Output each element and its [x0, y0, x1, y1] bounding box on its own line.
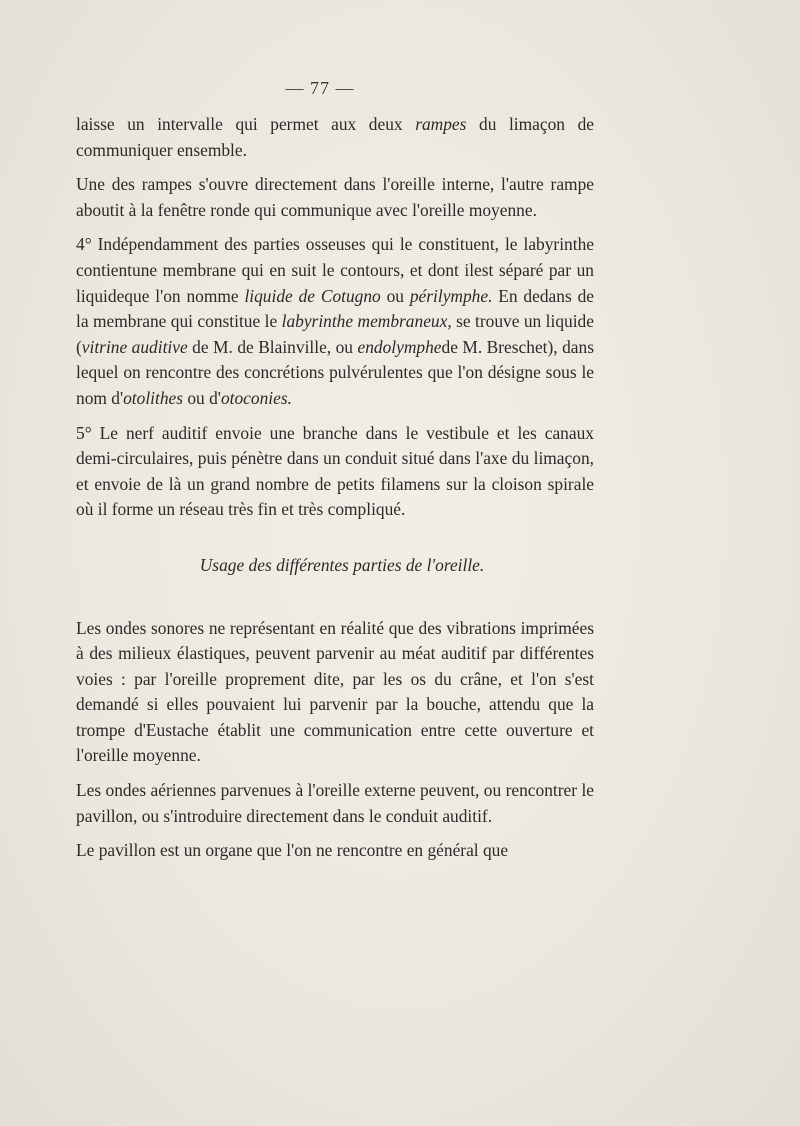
paragraph-3-italic-cotugno: liquide de Cotugno: [244, 285, 381, 306]
paragraph-3-text-a: 4° Indépendamment des parties osseuses qui le constituent, le labyrinthe contientune membrane qui en suit le contours, et dont ilest séparé par un liquideque l'on nomme: [76, 234, 594, 306]
paragraph-3-text-c: ou: [380, 285, 410, 306]
paragraph-3-text-g: se trouve un liquide (: [76, 311, 594, 357]
paragraph-3: [76, 232, 594, 411]
paragraph-3-italic-labyrinthe: labyrinthe membraneux,: [281, 311, 452, 332]
paragraph-3-italic-perilymphe: périlymphe.: [409, 285, 493, 306]
paragraph-1-text-a: laisse un intervalle qui permet aux deux: [76, 114, 416, 134]
paragraph-3-text-e: En dedans de la membrane qui constitue le: [76, 285, 594, 332]
page-body: [76, 112, 594, 873]
paragraph-6: Les ondes aériennes parvenues à l'oreille externe peuvent, ou rencontrer le pavillon, ou s'introduire directement dans le conduit auditif.: [76, 780, 594, 826]
paragraph-1: [76, 112, 594, 163]
paragraph-4: 5° Le nerf auditif envoie une branche dans le vestibule et les canaux demi-circulaires, puis pénètre dans un conduit situé dans l'axe du limaçon, et envoie de là un grand nombre de petits filamens sur la cloison spirale où il forme un réseau très fin et très compliqué.: [76, 422, 594, 520]
paragraph-5: Les ondes sonores ne représentant en réalité que des vibrations imprimées à des milieux élastiques, peuvent parvenir au méat auditif par différentes voies : par l'oreille proprement dite, par les os du crâne, et l'on s'est demandé si elles pouvaient lui parvenir par la bouche, attendu que la trompe d'Eustache établit une communication entre cette ouverture et l'oreille moyenne.: [76, 617, 594, 766]
paragraph-2: Une des rampes s'ouvre directement dans l'oreille interne, l'autre rampe aboutit à la fenêtre ronde qui communique avec l'oreille moyenne.: [76, 174, 594, 220]
paragraph-3-text-m: ou d': [183, 387, 221, 408]
paragraph-3-italic-endolymphe: endolymphe: [357, 336, 442, 357]
paragraph-1-text-c: du limaçon de communiquer ensemble.: [76, 114, 594, 160]
paragraph-3-italic-vitrine: vitrine auditive: [81, 336, 188, 357]
section-heading: Usage des différentes parties de l'oreille.: [199, 554, 485, 575]
page-number: — 77 —: [285, 78, 355, 98]
paragraph-3-text-i: de M. de Blainville, ou: [187, 336, 358, 357]
paragraph-7: Le pavillon est un organe que l'on ne rencontre en général que: [76, 840, 509, 861]
paragraph-3-italic-otolithes: otolithes: [123, 387, 184, 408]
paragraph-3-italic-otoconies: otoconies.: [220, 387, 292, 408]
paragraph-3-text-k: de M. Breschet), dans lequel on rencontre des concrétions pulvérulentes que l'on désigne sous le nom d': [76, 336, 594, 408]
paragraph-1-italic-rampes: rampes: [415, 114, 467, 134]
